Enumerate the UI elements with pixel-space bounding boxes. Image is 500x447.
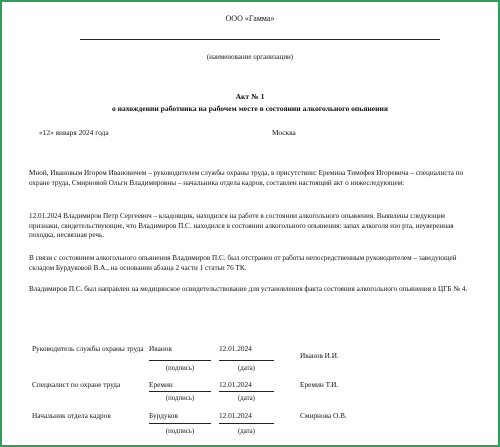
paragraph-intro: Мной, Ивановым Игорем Ивановичем – руководителем службы охраны труда, в присутствии: Еремина Тимофея Игоревича – специалиста по охране труда, Смирновой Ольги Владимировны – начальника отдела кадров, составлен настоящий акт о нижеследующем:	[29, 169, 464, 187]
signature-full-name: Смирнова О.В.	[300, 411, 347, 420]
organization-underline	[80, 39, 440, 40]
organization-name: ООО «Гамма»	[225, 14, 275, 23]
paragraph-findings: 12.01.2024 Владимиров Петр Сергеевич – кладовщик, находился на работе в состоянии алкогольного опьянения. Выявлены следующие признаки, свидетельствующие, что Владимиров П.С. находился в состоянии алкогольного опьянения: запах алкоголя изо рта, неуверенная походка, несвязная речь.	[29, 212, 454, 240]
paragraph-medical: Владимиров П.С. был направлен на медицинское освидетельствование для установления факта состояния алкогольного опьянения в ЦГБ № 4.	[29, 285, 468, 293]
signature-full-name: Иванов И.И.	[300, 351, 339, 360]
signature-date: 12.01.2024	[219, 411, 252, 420]
act-title: Акт № 1	[235, 92, 265, 101]
date-caption: (дата)	[238, 395, 255, 402]
signature-line	[149, 391, 211, 392]
signature-name: Иванов	[149, 344, 172, 353]
signature-role: Начальник отдела кадров	[32, 411, 111, 420]
signature-role: Специалист по охране труда	[32, 380, 121, 389]
signature-role: Руководитель службы охраны труда	[32, 344, 144, 353]
signature-line	[149, 360, 211, 361]
signature-full-name: Еремин Т.И.	[300, 380, 339, 389]
signature-name: Бурдуков	[149, 411, 178, 420]
signature-name: Еремин	[149, 380, 173, 389]
signature-caption: (подпись)	[165, 395, 195, 402]
date-caption: (дата)	[238, 428, 255, 435]
signature-line	[149, 423, 211, 424]
act-subtitle: о нахождении работника на рабочем месте в состоянии алкогольного опьянения	[111, 104, 389, 113]
paragraph-suspension: В связи с состоянием алкогольного опьянения Владимиров П.С. был отстранен от работы непосредственным руководителем – заведующей складом Бурдуковой В.А., на основании абзаца 2 части 1 статьи 76 ТК.	[29, 254, 457, 272]
signature-caption: (подпись)	[165, 428, 195, 435]
act-city: Москва	[272, 128, 296, 137]
signature-date: 12.01.2024	[219, 344, 252, 353]
date-line	[219, 423, 274, 424]
act-date: «12» января 2024 года	[39, 128, 109, 137]
date-line	[219, 391, 274, 392]
signature-date: 12.01.2024	[219, 380, 252, 389]
organization-caption: (наименование организации)	[206, 53, 294, 61]
date-caption: (дата)	[238, 365, 255, 372]
date-line	[219, 360, 274, 361]
signature-caption: (подпись)	[165, 365, 195, 372]
